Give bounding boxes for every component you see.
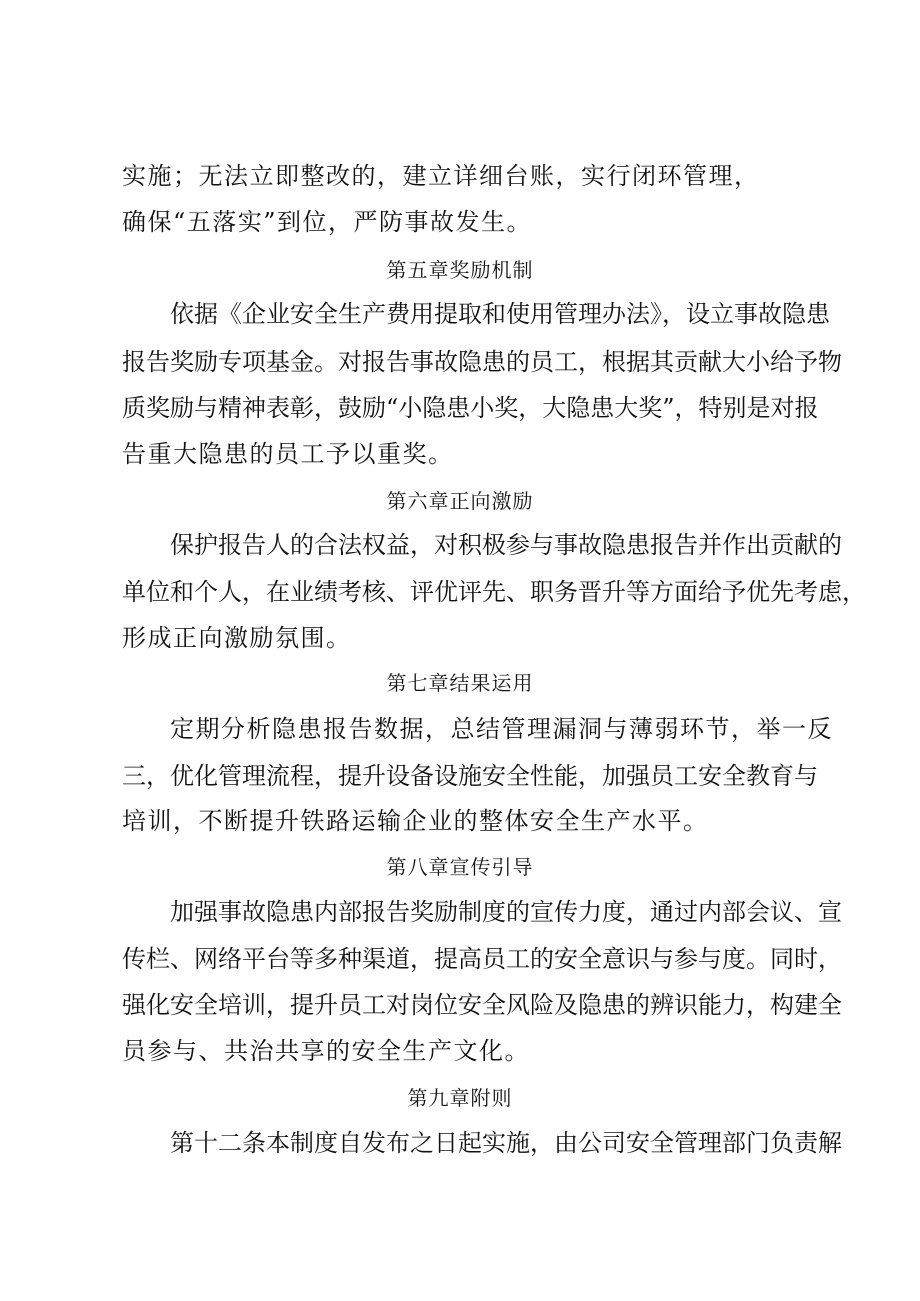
- chapter-7-line-3: 培训，不断提升铁路运输企业的整体安全生产水平。: [122, 807, 709, 835]
- chapter-6-line-1: 保护报告人的合法权益，对积极参与事故隐患报告并作出贡献的: [170, 531, 842, 559]
- chapter-7-line-2: 三，优化管理流程，提升设备设施安全性能，加强员工安全教育与: [122, 762, 818, 790]
- chapter-8-line-1: 加强事故隐患内部报告奖励制度的宣传力度，通过内部会议、宣: [170, 898, 842, 926]
- intro-line-2: 确保“五落实”到位，严防事故发生。: [122, 208, 533, 236]
- chapter-7-heading: 第七章结果运用: [386, 671, 534, 695]
- chapter-5-heading: 第五章奖励机制: [386, 258, 534, 282]
- chapter-8-line-3: 强化安全培训，提升员工对岗位安全风险及隐患的辨识能力，构建全: [122, 991, 842, 1019]
- chapter-6-heading: 第六章正向激励: [386, 489, 534, 513]
- intro-line-1: 实施；无法立即整改的，建立详细台账，实行闭环管理，: [122, 162, 760, 190]
- chapter-9-heading: 第九章附则: [407, 1086, 513, 1110]
- chapter-6-line-3: 形成正向激励氛围。: [122, 624, 352, 652]
- chapter-5-line-2: 报告奖励专项基金。对报告事故隐患的员工，根据其贡献大小给予物: [122, 348, 842, 376]
- chapter-5-line-4: 告重大隐患的员工予以重奖。: [122, 440, 454, 468]
- chapter-7-line-1: 定期分析隐患报告数据，总结管理漏洞与薄弱环节，举一反: [170, 715, 833, 743]
- chapter-8-heading: 第八章宣传引导: [386, 855, 534, 879]
- chapter-8-line-4: 员参与、共治共享的安全生产文化。: [122, 1037, 530, 1065]
- chapter-9-line-1: 第十二条本制度自发布之日起实施，由公司安全管理部门负责解: [170, 1129, 842, 1157]
- chapter-8-line-2: 传栏、网络平台等多种渠道，提高员工的安全意识与参与度。同时，: [122, 945, 842, 973]
- chapter-5-line-1: 依据《企业安全生产费用提取和使用管理办法》，设立事故隐患: [170, 300, 830, 328]
- chapter-5-line-3: 质奖励与精神表彰，鼓励“小隐患小奖，大隐患大奖”，特别是对报: [122, 394, 819, 422]
- chapter-6-line-2: 单位和个人，在业绩考核、评优评先、职务晋升等方面给予优先考虑，: [122, 578, 866, 606]
